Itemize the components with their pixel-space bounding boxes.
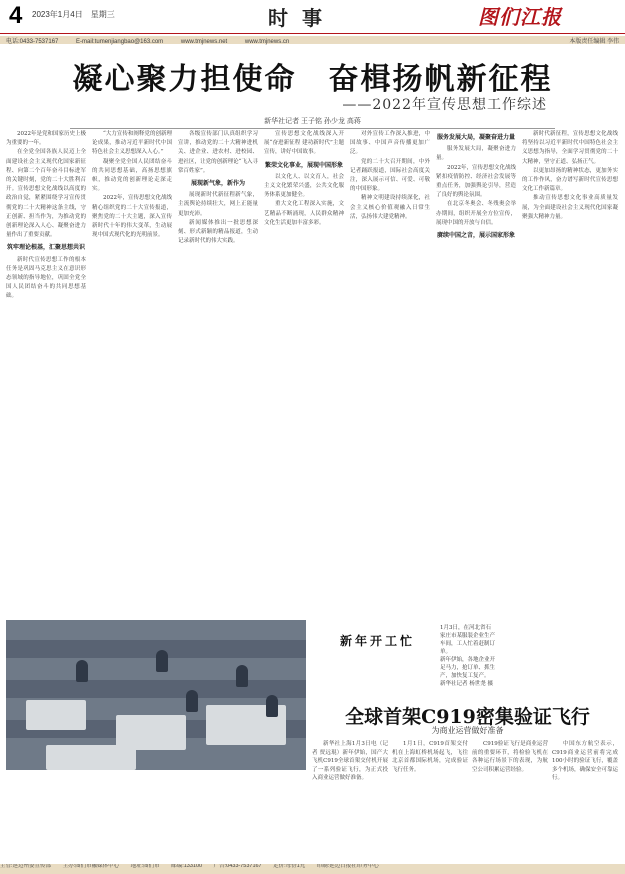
section-title: 时事 bbox=[268, 6, 336, 30]
article-subheadline: ——2022年宣传思想工作综述 bbox=[342, 97, 547, 113]
caption-credit: 新华社记者 杨世尧 摄 bbox=[440, 681, 493, 687]
paragraph: 以更加昂扬的精神状态，更加务实的工作作风，奋力谱写新时代宣传思想文化工作新篇章。 bbox=[522, 167, 618, 193]
c919-column-2 bbox=[392, 740, 468, 858]
paragraph: 服务发展大局，凝聚奋进力量。 bbox=[436, 146, 516, 162]
paragraph: 1月1日，C919首架交付机在上海虹桥机场起飞，飞往北京首都国际机场，完成验证飞行任务。 bbox=[392, 741, 468, 773]
paragraph: 2022年，宣传思想文化战线紧扣疫情防控、经济社会发展等重点任务，加强舆论引导，营造了良好的舆论氛围。 bbox=[436, 164, 516, 199]
paragraph: 精神文明建设持续深化，社会主义核心价值观融入日常生活，弘扬伟大建党精神。 bbox=[350, 195, 430, 220]
newspaper-logo: 图们江报 bbox=[478, 5, 562, 29]
worker bbox=[186, 690, 198, 712]
worker bbox=[236, 665, 248, 687]
paragraph: 宣传思想文化战线深入开展“奋进新征程 建功新时代”主题宣传，讲好中国故事。 bbox=[264, 131, 344, 156]
footer-item: 主管:延边州委宣传部 bbox=[0, 864, 52, 869]
photo-title: 新年开工忙 bbox=[340, 634, 416, 648]
paragraph: 展现新时代新征程新气象，主流舆论持续壮大，网上正能量更加充沛。 bbox=[178, 192, 258, 217]
article-headline: 凝心聚力担使命 奋楫扬帆新征程 bbox=[72, 62, 553, 97]
section-heading: 筑牢理论根基，汇聚思想共识 bbox=[6, 244, 85, 252]
paragraph: 新时代新征程，宣传思想文化战线将坚持以习近平新时代中国特色社会主义思想为指导，全面学习贯彻党的二十大精神，坚守正道、弘扬正气。 bbox=[522, 131, 618, 165]
editor-credit: 本版责任编辑 李伟 bbox=[569, 39, 619, 45]
worker bbox=[266, 695, 278, 717]
paragraph: 推动宣传思想文化事业高质量发展，为全面建设社会主义现代化国家凝聚强大精神力量。 bbox=[522, 195, 618, 220]
footer-item: 地址:图们市 bbox=[130, 864, 160, 869]
paragraph: 在北京冬奥会、冬残奥会举办期间，组织开展全方位宣传，展现中国的开放与自信。 bbox=[436, 201, 516, 226]
paragraph: 以文化人、以文育人，社会主义文化繁荣兴盛，公共文化服务体系更加健全。 bbox=[264, 173, 344, 199]
section-heading: 服务发展大局，凝聚奋进力量 bbox=[436, 134, 515, 141]
c919-headline: 全球首架C919密集验证飞行 bbox=[345, 706, 590, 728]
section-heading: 繁荣文化事业，展现中国形象 bbox=[264, 161, 343, 169]
footer-item: 邮编:133100 bbox=[171, 864, 203, 869]
paragraph: 新华社上海1月3日电（记者 贾远琨）新年伊始，国产大飞机C919全球首架交付机开展了一系列验证飞行，为正式投入商业运营做好准备。 bbox=[312, 741, 388, 782]
paragraph: 党的二十大召开期间，中外记者踊跃报道，国际社会高度关注，深入展示可信、可爱、可敬的中国形象。 bbox=[350, 158, 430, 193]
footer-item: 主办:图们市融媒体中心 bbox=[62, 864, 120, 869]
footer-bar bbox=[0, 864, 625, 874]
header-rule bbox=[0, 33, 625, 34]
header-contact bbox=[6, 36, 305, 45]
article-column-4 bbox=[264, 130, 344, 615]
paragraph: 2022年，宣传思想文化战线精心组织党的二十大宣传报道，聚焦党的二十大主题，深入宣传新时代十年的伟大变革，生动展现中国式现代化的光明前景。 bbox=[92, 195, 172, 239]
article-column-2 bbox=[92, 130, 172, 615]
caption-line: 新年伊始，各地企业开足马力，抢订单、抓生产，加快复工复产。 bbox=[440, 657, 496, 679]
caption-line: 1月3日，在河北省石家庄市某服装企业生产车间，工人忙着赶制订单。 bbox=[440, 625, 496, 655]
c919-column-1 bbox=[312, 740, 388, 858]
section-heading: 赓续中国之音，展示国家形象 bbox=[436, 232, 515, 240]
photo-row bbox=[6, 680, 306, 698]
worker bbox=[76, 660, 88, 682]
article-column-1 bbox=[6, 130, 86, 615]
page-number: 4 bbox=[9, 2, 23, 29]
fabric-pile bbox=[26, 700, 86, 730]
issue-date: 2023年1月4日 星期三 bbox=[32, 10, 115, 19]
website-link-1[interactable]: www.tmjnews.net bbox=[180, 39, 228, 45]
paragraph: 对外宣传工作深入推进，中国故事、中国声音传播更加广泛。 bbox=[350, 131, 430, 156]
article-column-3 bbox=[178, 130, 258, 615]
paragraph: C919验证飞行是商业运营前的重要环节，将检验飞机在各种运行场景下的表现，为航空公司积累运营经验。 bbox=[472, 741, 548, 773]
c919-subheadline: 为商业运营做好准备 bbox=[431, 726, 504, 735]
paragraph: 新闻媒体推出一批思想深刻、形式新颖的精品报道，生动记录新时代的伟大实践。 bbox=[178, 219, 258, 245]
section-heading: 展现新气象，新作为 bbox=[190, 180, 245, 188]
paragraph: 凝聚全党全国人民团结奋斗的共同思想基础，高扬思想旗帜，推动党的创新理论走深走实。 bbox=[92, 158, 172, 193]
website-link-2[interactable]: www.tmjnews.cn bbox=[244, 39, 290, 45]
paragraph: 各级宣传部门认真组织学习宣讲，推动党的二十大精神进机关、进企业、进农村、进校园、进社区，让党的创新理论“飞入寻常百姓家”。 bbox=[178, 131, 258, 174]
paragraph: 重大文化工程深入实施，文艺精品不断涌现，人民群众精神文化生活更加丰富多彩。 bbox=[264, 201, 344, 226]
c919-column-4 bbox=[552, 740, 618, 858]
article-column-7 bbox=[522, 130, 618, 690]
paragraph: 中国东方航空表示，C919商业运营前将完成100小时的验证飞行，覆盖多个机场，确保安全可靠运行。 bbox=[552, 741, 618, 782]
photo-caption bbox=[440, 624, 495, 688]
fabric-pile bbox=[46, 745, 136, 770]
phone-text: 电话:0433-7537167 bbox=[6, 39, 59, 45]
paragraph: 2022年是党和国家历史上极为重要的一年。 bbox=[6, 131, 86, 147]
headline-rule bbox=[70, 128, 555, 129]
factory-photo bbox=[6, 620, 306, 770]
c919-column-3 bbox=[472, 740, 548, 858]
paragraph: “大力宣传和阐释党的创新理论成果，推动习近平新时代中国特色社会主义思想深入人心。” bbox=[92, 131, 172, 156]
email-text: E-mail:tumenjiangbao@163.com bbox=[76, 39, 164, 45]
footer-item: 印刷:延边日报社印务中心 bbox=[316, 864, 379, 869]
worker bbox=[156, 650, 168, 672]
article-column-6 bbox=[436, 130, 516, 615]
paragraph: 新时代宣传思想工作的根本任务是巩固马克思主义在意识形态领域的指导地位，巩固全党全国人民团结奋斗的共同思想基础。 bbox=[6, 256, 86, 300]
footer-item: 广告:0433-7537167 bbox=[213, 864, 262, 869]
article-byline: 新华社记者 王子铭 孙少龙 高蒋 bbox=[264, 118, 361, 125]
footer-item: 定价:每份1元 bbox=[273, 864, 306, 869]
article-column-5 bbox=[350, 130, 430, 615]
paragraph: 在全党全国各族人民迈上全面建设社会主义现代化国家新征程、向第二个百年奋斗目标进军的关键时刻，党的二十大胜利召开。宣传思想文化战线以高度的政治自觉，紧紧围绕学习宣传贯彻党的二十大精神这条主线，守正创新、担当作为，为推动党的创新理论深入人心、凝聚奋进力量作出了重要贡献。 bbox=[6, 149, 86, 239]
